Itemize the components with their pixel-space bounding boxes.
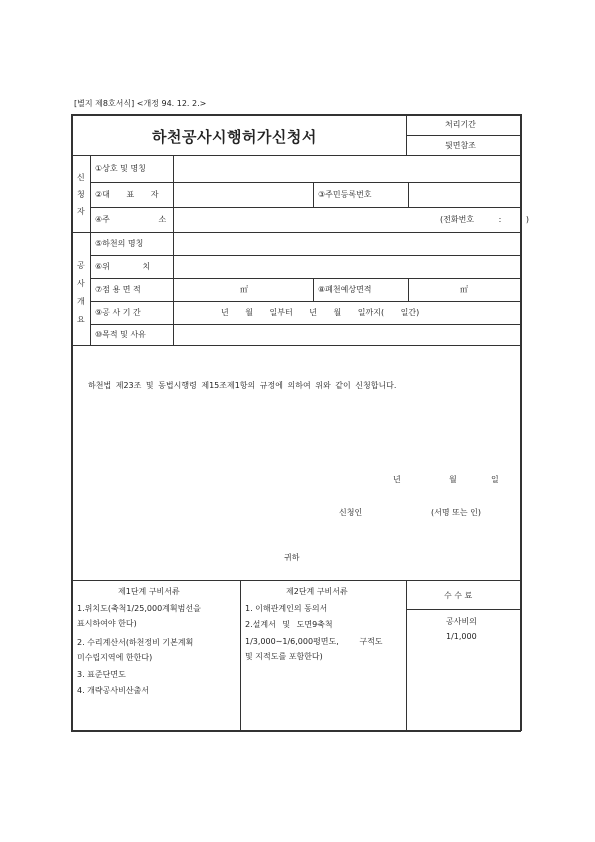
purpose-label: ⑩목적 및 사유 <box>95 330 146 339</box>
stage1-item-4: 미수립지역에 한한다) <box>77 653 153 662</box>
label-col-line <box>173 155 174 345</box>
stage2-item-4: 및 지적도를 포함한다) <box>245 652 323 661</box>
work-period-text: 년 월 일부터 년 월 일까지( 일간) <box>221 308 420 317</box>
row-line-9 <box>71 345 521 346</box>
docs-divider-1 <box>240 580 241 730</box>
row-line-6 <box>90 278 520 279</box>
area-col-line-left <box>313 278 314 301</box>
stage1-title: 제1단계 구비서류 <box>118 587 180 596</box>
name-field[interactable] <box>175 156 519 181</box>
address-label: ④주 소 <box>95 215 167 224</box>
id-col-line-left <box>313 182 314 207</box>
river-name-field[interactable] <box>175 233 519 254</box>
closure-area-label: ⑧폐천예상면적 <box>318 285 372 294</box>
id-number-field[interactable] <box>410 183 519 206</box>
frame-top <box>71 114 521 116</box>
name-label: ①상호 및 명칭 <box>95 164 146 173</box>
stage2-item-2: 2.설계서 및 도면9축척 <box>245 620 333 629</box>
form-title: 하천공사시행허가신청서 <box>152 128 317 146</box>
signature-label: (서명 또는 인) <box>431 508 481 517</box>
form-reference: [별지 제8호서식] <개정 94. 12. 2.> <box>74 99 207 108</box>
closure-area-unit: ㎡ <box>460 285 468 294</box>
processing-period-value: 뒷면참조 <box>445 141 476 150</box>
works-section-char-1: 공 <box>77 261 85 270</box>
applicant-sign-label: 신청인 <box>339 508 363 517</box>
works-section-char-2: 사 <box>77 279 85 288</box>
fee-header-line <box>406 609 520 610</box>
id-number-label: ③주민등록번호 <box>318 190 372 199</box>
stage1-item-2: 표시하여야 한다) <box>77 619 137 628</box>
addressee: 귀하 <box>284 553 300 562</box>
applicant-section-char-1: 신 <box>77 173 85 182</box>
occupancy-area-unit: ㎡ <box>240 285 248 294</box>
works-section-char-3: 개 <box>77 297 85 306</box>
row-line-10 <box>71 580 521 581</box>
area-col-line-right <box>408 278 409 301</box>
occupancy-area-label: ⑦점 용 면 적 <box>95 285 141 294</box>
location-field[interactable] <box>175 256 519 277</box>
works-section-char-4: 요 <box>77 315 85 324</box>
applicant-section-char-2: 청 <box>77 190 85 199</box>
processing-period-label: 처리기간 <box>445 120 476 129</box>
work-period-label: ⑨공 사 기 간 <box>95 308 141 317</box>
representative-label: ②대 표 자 <box>95 190 159 199</box>
stage2-item-3: 1/3,000∼1/6,000평면도, 구적도 <box>245 637 383 646</box>
address-field[interactable] <box>175 208 435 231</box>
stage2-title: 제2단계 구비서류 <box>286 587 348 596</box>
id-col-line-right <box>408 182 409 207</box>
representative-field[interactable] <box>175 183 312 206</box>
stage1-item-1: 1.위치도(축척1/25,000계획범선을 <box>77 604 201 613</box>
fee-title: 수 수 료 <box>444 591 473 600</box>
stage1-item-3: 2. 수리계산서(하천정비 기본계획 <box>77 638 194 647</box>
applicant-section-char-3: 자 <box>77 207 85 216</box>
location-label: ⑥위 치 <box>95 262 151 271</box>
frame-bottom <box>71 730 521 732</box>
date-year: 년 <box>393 475 401 484</box>
date-month: 월 <box>449 475 457 484</box>
stage2-item-1: 1. 이해관계인의 동의서 <box>245 604 328 613</box>
purpose-field[interactable] <box>175 325 519 344</box>
date-day: 일 <box>491 475 499 484</box>
frame-right <box>520 114 522 731</box>
docs-divider-2 <box>406 580 407 730</box>
frame-left <box>71 114 73 731</box>
stage1-item-6: 4. 개략공사비산출서 <box>77 686 149 695</box>
fee-line-2: 1/1,000 <box>446 632 477 641</box>
declaration-statement: 하천법 제23조 및 동법시행령 제15조제1항의 규정에 의하여 위와 같이 신청합니다. <box>88 381 397 390</box>
processing-divider <box>406 135 520 136</box>
stage1-item-5: 3. 표준단면도 <box>77 670 126 679</box>
fee-line-1: 공사비의 <box>446 617 477 626</box>
section-col-line <box>90 155 91 345</box>
river-name-label: ⑤하천의 명칭 <box>95 239 144 248</box>
row-line-7 <box>90 301 520 302</box>
phone-label: (전화번호 : ) <box>440 215 529 224</box>
